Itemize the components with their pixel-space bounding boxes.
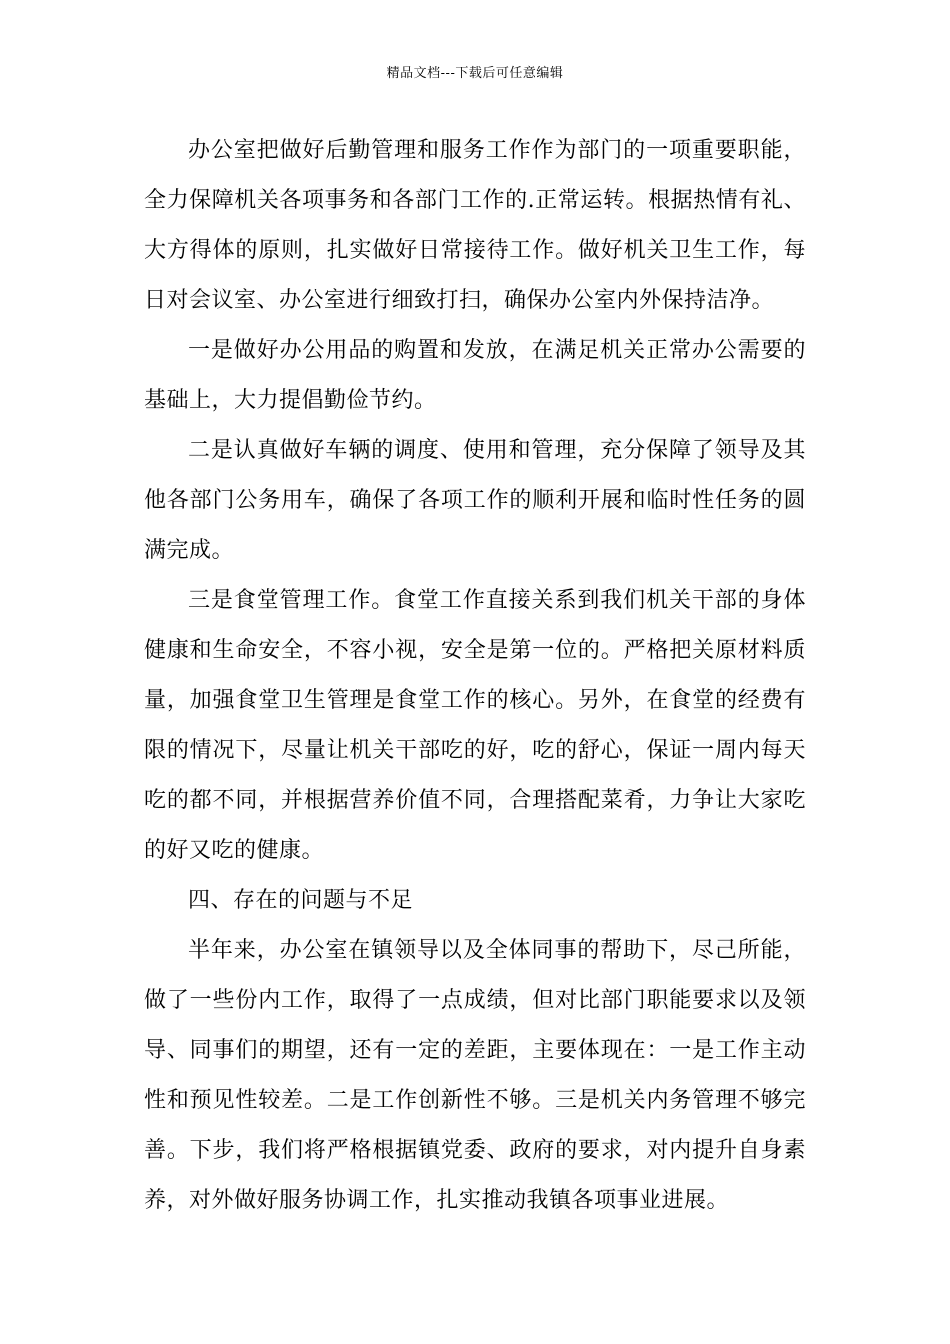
paragraph-logistics: 办公室把做好后勤管理和服务工作作为部门的一项重要职能，全力保障机关各项事务和各部门工作的.正常运转。根据热情有礼、大方得体的原则，扎实做好日常接待工作。做好机关卫生工作，每日对会议室、办公室进行细致打扫，确保办公室内外保持洁净。 <box>144 138 806 313</box>
document-body <box>144 126 806 1226</box>
paragraph-summary: 半年来，办公室在镇领导以及全体同事的帮助下，尽己所能，做了一些份内工作，取得了一点成绩，但对比部门职能要求以及领导、同事们的期望，还有一定的差距，主要体现在：一是工作主动性和预见性较差。二是工作创新性不够。三是机关内务管理不够完善。下步，我们将严格根据镇党委、政府的要求，对内提升自身素养，对外做好服务协调工作，扎实推动我镇各项事业进展。 <box>144 938 806 1213</box>
paragraph-canteen: 三是食堂管理工作。食堂工作直接关系到我们机关干部的身体健康和生命安全，不容小视，安全是第一位的。严格把关原材料质量，加强食堂卫生管理是食堂工作的核心。另外，在食堂的经费有限的情况下，尽量让机关干部吃的好，吃的舒心，保证一周内每天吃的都不同，并根据营养价值不同，合理搭配菜肴，力争让大家吃的好又吃的健康。 <box>144 588 806 863</box>
paragraph-vehicles: 二是认真做好车辆的调度、使用和管理，充分保障了领导及其他各部门公务用车，确保了各项工作的顺利开展和临时性任务的圆满完成。 <box>144 438 806 563</box>
section-heading-problems: 四、存在的问题与不足 <box>188 888 414 913</box>
page-header: 精品文档---下载后可任意编辑 <box>386 66 564 81</box>
paragraph-office-supplies: 一是做好办公用品的购置和发放，在满足机关正常办公需要的基础上，大力提倡勤俭节约。 <box>144 338 806 413</box>
